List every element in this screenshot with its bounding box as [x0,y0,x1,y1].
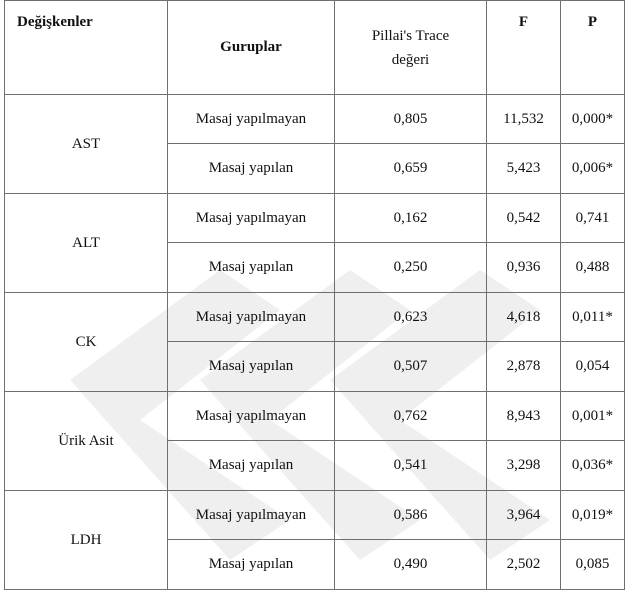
group-cell: Masaj yapılmayan [168,95,335,144]
group-cell: Masaj yapılmayan [168,392,335,441]
p-cell: 0,000* [561,95,625,144]
variable-cell: CK [5,293,168,392]
pillai-cell: 0,541 [335,441,487,491]
variable-cell: LDH [5,491,168,590]
p-cell: 0,488 [561,243,625,293]
f-cell: 11,532 [487,95,561,144]
pillai-cell: 0,507 [335,342,487,392]
pillai-cell: 0,490 [335,540,487,590]
group-cell: Masaj yapılan [168,342,335,392]
f-cell: 2,878 [487,342,561,392]
variable-cell: AST [5,95,168,194]
f-cell: 0,936 [487,243,561,293]
header-pillai-line1: Pillai's Trace [371,27,450,44]
group-cell: Masaj yapılmayan [168,194,335,243]
f-cell: 3,298 [487,441,561,491]
p-cell: 0,019* [561,491,625,540]
header-variables: Değişkenler [5,1,168,95]
table-row [5,194,625,243]
pillai-cell: 0,162 [335,194,487,243]
p-cell: 0,011* [561,293,625,342]
group-cell: Masaj yapılmayan [168,491,335,540]
f-cell: 4,618 [487,293,561,342]
group-cell: Masaj yapılan [168,243,335,293]
header-pillai-line2: değeri [391,51,430,68]
p-cell: 0,006* [561,144,625,194]
f-cell: 3,964 [487,491,561,540]
f-cell: 2,502 [487,540,561,590]
variable-cell: Ürik Asit [5,392,168,491]
group-cell: Masaj yapılmayan [168,293,335,342]
f-cell: 8,943 [487,392,561,441]
f-cell: 0,542 [487,194,561,243]
f-cell: 5,423 [487,144,561,194]
p-cell: 0,001* [561,392,625,441]
p-cell: 0,085 [561,540,625,590]
table-row [5,95,625,144]
table-row [5,392,625,441]
pillai-cell: 0,805 [335,95,487,144]
group-cell: Masaj yapılan [168,540,335,590]
header-pillai [335,1,487,95]
group-cell: Masaj yapılan [168,441,335,491]
table-row [5,293,625,342]
table-row [5,491,625,540]
variable-cell: ALT [5,194,168,293]
group-cell: Masaj yapılan [168,144,335,194]
pillai-cell: 0,250 [335,243,487,293]
header-p: P [561,1,625,95]
header-groups: Guruplar [168,1,335,95]
header-f: F [487,1,561,95]
pillai-cell: 0,659 [335,144,487,194]
p-cell: 0,054 [561,342,625,392]
pillai-cell: 0,762 [335,392,487,441]
header-row [5,1,625,95]
pillai-cell: 0,586 [335,491,487,540]
pillai-cell: 0,623 [335,293,487,342]
p-cell: 0,741 [561,194,625,243]
p-cell: 0,036* [561,441,625,491]
results-table [4,0,625,590]
